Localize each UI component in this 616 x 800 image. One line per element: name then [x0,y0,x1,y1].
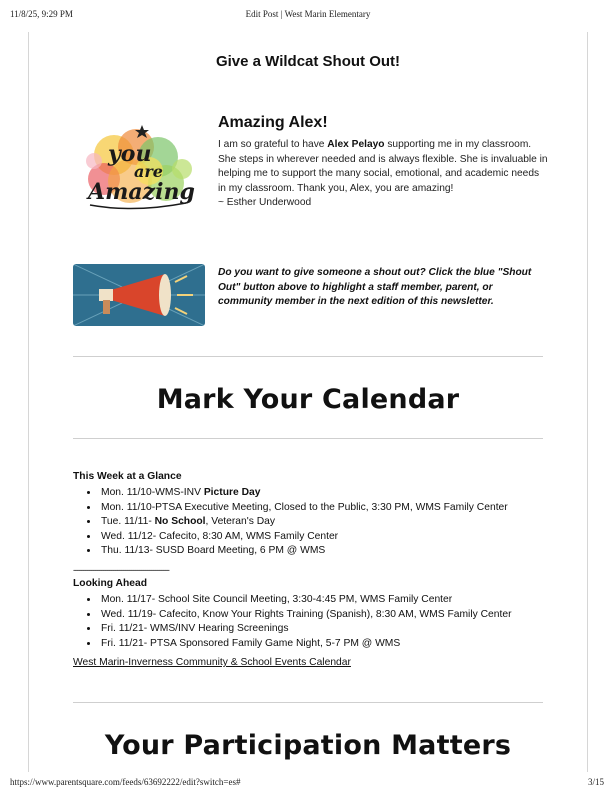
looking-ahead-label: Looking Ahead [73,578,147,589]
divider [73,356,543,357]
shoutout-title: Amazing Alex! [218,114,328,131]
looking-ahead-list [73,593,512,651]
calendar-heading: Mark Your Calendar [156,384,460,415]
print-page-number: 3/15 [587,777,604,787]
badge-word-are: are [134,162,163,181]
shoutout-body [218,138,548,211]
print-title: Edit Post | West Marin Elementary [245,9,371,19]
section-divider-dashes: ------------------------------------------------ [73,565,169,575]
participation-heading: Your Participation Matters [104,730,512,761]
print-url: https://www.parentsquare.com/feeds/63692222/edit?switch=es# [10,777,241,787]
event-item: • Mon. 11/10-WMS-INV Picture Day [99,486,508,501]
this-week-list [73,486,508,559]
event-item: • Wed. 11/19- Cafecito, Know Your Rights Training (Spanish), 8:30 AM, WMS Family Center [99,608,512,623]
event-item: • Fri. 11/21- PTSA Sponsored Family Game Night, 5-7 PM @ WMS [99,637,512,652]
this-week-label: This Week at a Glance [73,471,182,482]
you-are-amazing-image [74,117,204,217]
community-events-calendar-link[interactable]: West Marin-Inverness Community & School Events Calendar [73,657,351,668]
badge-word-amazing: Amazing [88,179,195,205]
event-item: • Mon. 11/10-PTSA Executive Meeting, Closed to the Public, 3:30 PM, WMS Family Center [99,501,508,516]
shoutout-promo-text: Do you want to give someone a shout out? Click the blue "Shout Out" button above to highlight a staff member, parent, or community member in the next edition of this newsletter. [218,267,532,307]
event-item: • Tue. 11/11- No School, Veteran's Day [99,515,508,530]
shoutout-body-rest: supporting me in my classroom. She steps in wherever needed and is always flexible. She is invaluable in helping me to support the many social, emotional, and academic needs in my classroom. Thank you, Alex, you are amazing! [218,139,548,194]
divider [73,702,543,703]
event-item: • Fri. 11/21- WMS/INV Hearing Screenings [99,622,512,637]
event-item: • Wed. 11/12- Cafecito, 8:30 AM, WMS Family Center [99,530,508,545]
divider [73,438,543,439]
shoutout-heading: Give a Wildcat Shout Out! [215,53,401,70]
shoutout-signature: ~ Esther Underwood [218,197,312,208]
badge-word-you: you [108,141,152,167]
shoutout-body-prefix: I am so grateful to have [218,139,328,150]
shoutout-body-name: Alex Pelayo [327,139,385,150]
print-datetime: 11/8/25, 9:29 PM [10,9,73,19]
event-item: • Mon. 11/17- School Site Council Meeting, 3:30-4:45 PM, WMS Family Center [99,593,512,608]
megaphone-image [73,264,205,326]
event-item: • Thu. 11/13- SUSD Board Meeting, 6 PM @ WMS [99,544,508,559]
